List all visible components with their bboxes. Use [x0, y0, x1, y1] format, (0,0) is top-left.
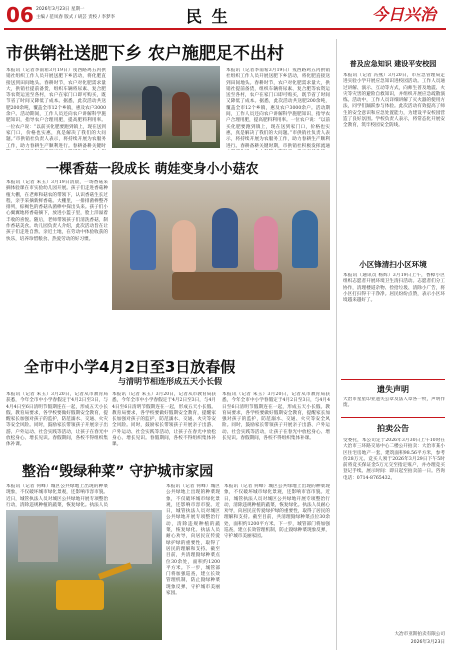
sidebar-body-cleanup: 本报讯（通讯员 杨辉）3月19日上午，香樟小区组织志愿者开展环境卫生清扫活动。志愿者们分工协作，清理楼道杂物、捡拾垃圾、清除小广告，将小区打扫得干干净净。居民纷纷点赞，表示小区环境越来越好了。 [343, 273, 445, 304]
article-green-land-col3: 本报讯（记者 何峰）城区公共绿地上出现的种菜现象，不仅破坏城市绿化景观，还影响市容市貌。近日，城管执法人员对城区公共绿地开展专项整治行动，清除违规种植的蔬菜，恢复绿化。执法人员耐心劝导，向居民宣传爱绿护绿的重要性，取得了居民的理解和支持。截至目前，共清理毁绿种菜点位30余处，面积约1200平方米。下一步，城管部门将加强巡查，建立长效管理机制，防止毁绿种菜现象反弹，守护城市美丽家园。 [224, 484, 330, 540]
sidebar-title-lost-notice: 遗失声明 [377, 385, 409, 394]
subheadline-spring-break: 与清明节相连形成五天小长假 [118, 377, 222, 386]
article-fertilizer-col3: 本报讯（记者李南希3月19日）戎西路鸡五丙供销社组织工作人员开展送肥下乡活动，将化肥直接送到田间地头。春耕时节，农户对化肥需求量大，供销社提前备货，组织车辆将尿素、复合肥等农资运送至各村，农户在家门口即可购买，既节省了时间又降低了成本。据悉，此次活动共送肥200余吨，覆盖全市12个乡镇，惠及农户3000余户。活动期间，工作人员还向农户讲解科学施肥知识，指导农户合理用肥，提高肥料利用率。一位农户说：“以前买化肥要跑到镇上，现在送到家门口，价格也实惠，真是解决了我们的大问题。”市供销社负责人表示，将持续开展为农服务工作，助力春耕生产顺利进行。春耕备耕关键时期，市供销社积极发挥流通 [226, 68, 330, 149]
sidebar-divider [341, 379, 445, 380]
photo-child-shape [254, 216, 278, 270]
photo-building-shape [18, 516, 58, 562]
photo-building-shape [106, 512, 152, 564]
newspaper-logo: 今日兴治 [372, 5, 437, 24]
photo-excavator-arm [98, 562, 132, 579]
headline-green-land: 整治“毁绿种菜” 守护城市家园 [22, 464, 214, 480]
article-spring-break-col2: 本报讯（记者 朱玉）3月20日，记者从市教育局获悉，今年全市中小学春假定于4月2日至3日，与4月4日至6日清明节假期连在一起，形成五天小长假。教育局要求，各学校要做好假期安全教育，提醒家长加强对孩子的监护，防范溺水、交通、火灾等安全风险。同时，鼓励家长带领孩子开展亲子出游、户外运动、社会实践等活动，让孩子在春光中放松身心、增长见识。春假期间，各校不得组织集体补课。 [112, 392, 216, 448]
page-number: 06 [6, 3, 34, 27]
article-fertilizer-col1: 本报讯（记者李南希3月19日）戎西路鸡五丙供销社组织工作人员开展送肥下乡活动，将化肥直接送到田间地头。春耕时节，农户对化肥需求量大，供销社提前备货，组织车辆将尿素、复合肥等农资运送至各村，农户在家门口即可购买，既节省了时间又降低了成本。据悉，此次活动共送肥200余吨，覆盖全市12个乡镇，惠及农户3000余户。活动期间，工作人员还向农户讲解科学施肥知识，指导农户合理用肥，提高肥料利用率。一位农户说：“以前买化肥要跑到镇上，现在送到家门口，价格也实惠，真是解决了我们的大问题。”市供销社负责人表示，将持续开展为农服务工作，助力春耕生产顺利进行。春耕备耕关键时 [6, 68, 106, 149]
article-spring-break-col3: 本报讯（记者 朱玉）3月20日，记者从市教育局获悉，今年全市中小学春假定于4月2日至3日，与4月4日至6日清明节假期连在一起，形成五天小长假。教育局要求，各学校要做好假期安全教育，提醒家长加强对孩子的监护，防范溺水、交通、火灾等安全风险。同时，鼓励家长带领孩子开展亲子出游、户外运动、社会实践等活动，让孩子在春光中放松身心、增长见识。春假期间，各校不得组织集体补课。 [222, 392, 330, 442]
sidebar [336, 39, 447, 650]
article-green-land-col1: 本报讯（记者 何峰）城区公共绿地上出现的种菜现象，不仅破坏城市绿化景观，还影响市容市貌。近日，城管执法人员对城区公共绿地开展专项整治行动，清除违规种植的蔬菜，恢复绿化。执法人员 [6, 484, 108, 508]
sidebar-title-auction: 拍卖公告 [377, 424, 409, 433]
article-green-land-col2: 本报讯（记者 何峰）城区公共绿地上出现的种菜现象，不仅破坏城市绿化景观，还影响市容市貌。近日，城管执法人员对城区公共绿地开展专项整治行动，清除违规种植的蔬菜，恢复绿化。执法人员耐心劝导，向居民宣传爱绿护绿的重要性，取得了居民的理解和支持。截至目前，共清理毁绿种菜点位30余处，面积约1200平方米。下一步，城管部门将加强巡查，建立长效管理机制，防止毁绿种菜现象反弹，守护城市美丽家园。 [166, 484, 220, 597]
headline-mushroom: 一棵香菇一段成长 萌娃变身小小菇农 [46, 162, 259, 177]
article-spring-break-col1: 本报讯（记者 朱玉）3月20日，记者从市教育局获悉，今年全市中小学春假定于4月2日至3日，与4月4日至6日清明节假期连在一起，形成五天小长假。教育局要求，各学校要做好假期安全教育，提醒家长加强对孩子的监护，防范溺水、交通、火灾等安全风险。同时，鼓励家长带领孩子开展亲子出游、户外运动、社会实践等活动，让孩子在春光中放松身心、增长见识。春假期间，各校不得组织集体补课。 [6, 392, 108, 448]
date-line: 2026年3月23日 星期一 [36, 7, 85, 12]
photo-mushroom-kids [112, 180, 330, 310]
headline-spring-break: 全市中小学4月2日至3日放春假 [24, 358, 236, 376]
masthead [0, 0, 450, 40]
masthead-rule [4, 28, 446, 30]
auction-footer-date: 2026年3月23日 [410, 640, 445, 645]
photo-child-shape [130, 210, 156, 270]
photo-sack-shape [192, 120, 216, 142]
sidebar-body-auction: 受委托，本公司定于2026年3月30日上午10时在大治市三环路交易中心二楼公开拍卖：大治市某小区住宅房地产一套，建筑面积98.56平方米，参考价28万元。竞买人须于2026年3月29日下午5时前将竞买保证金5万元交至指定账户，并办理竞买登记手续。展示时间：即日起至拍卖前一日。咨询电话：0714-8765432。 [343, 438, 445, 481]
photo-sack-shape [120, 120, 146, 140]
photo-excavator-shape [56, 580, 104, 610]
editor-line: 主编 / 范凤春 版式 / 胡芸 责校 / 李梦李 [36, 15, 115, 20]
sidebar-title-safety: 普及应急知识 建设平安校园 [349, 60, 437, 68]
sidebar-title-cleanup: 小区锋清扫小区环境 [359, 260, 427, 269]
photo-child-shape [212, 208, 238, 268]
photo-figure-shape [172, 92, 190, 136]
article-mushroom-body: 本报讯（记者 朱玉）3月19日清晨，一场香菇采摘体验课在市实验幼儿园开展。孩子们走进香菇种植大棚，在老师和菇农的带领下，认识香菇生长过程，亲手采摘新鲜香菇。大棚里，一排排菌棒整齐排列，棕褐色的香菇从菌棒中探出头来。孩子们小心翼翼地将香菇摘下，放进小篮子里，脸上洋溢着丰收的喜悦。随后，老师带领孩子们清洗香菇，制作香菇美食。幼儿园负责人介绍，此次活动旨在让孩子们走进自然、亲近土地，在劳动中体验收获的快乐，培养珍惜粮食、热爱劳动的好习惯。 [6, 180, 108, 242]
photo-fertilizer [112, 66, 220, 148]
auction-footer-company: 大冶市亚斯拍卖有限公司 [394, 632, 445, 637]
photo-green-land [6, 510, 162, 640]
photo-child-shape [172, 220, 196, 272]
headline-fertilizer: 市供销社送肥下乡 农户施肥足不出村 [6, 44, 284, 64]
photo-mushroom-tray [172, 272, 282, 300]
sidebar-divider [341, 417, 445, 418]
section-title: 民 生 [186, 7, 230, 26]
photo-child-shape [292, 210, 318, 268]
sidebar-body-safety: 本报讯（记者 冯燕）3月20日，市应急管理局走进实验小学开展应急知识进校园活动。工作人员通过讲解、演示、互动等方式，向师生普及地震、火灾等灾害的避险自救知识，并组织开展应急疏散演练。活动中，工作人员详细讲解了灭火器的使用方法，同学们踊跃参与体验。此次活动有效提高了师生的安全意识和应急处置能力，为建设平安校园营造了良好氛围。学校负责人表示，将常态化开展安全教育，筑牢校园安全防线。 [343, 73, 445, 129]
sidebar-body-lost-notice: 大治市星星印业遗失公章及法人章各一枚，声明作废。 [343, 397, 445, 409]
